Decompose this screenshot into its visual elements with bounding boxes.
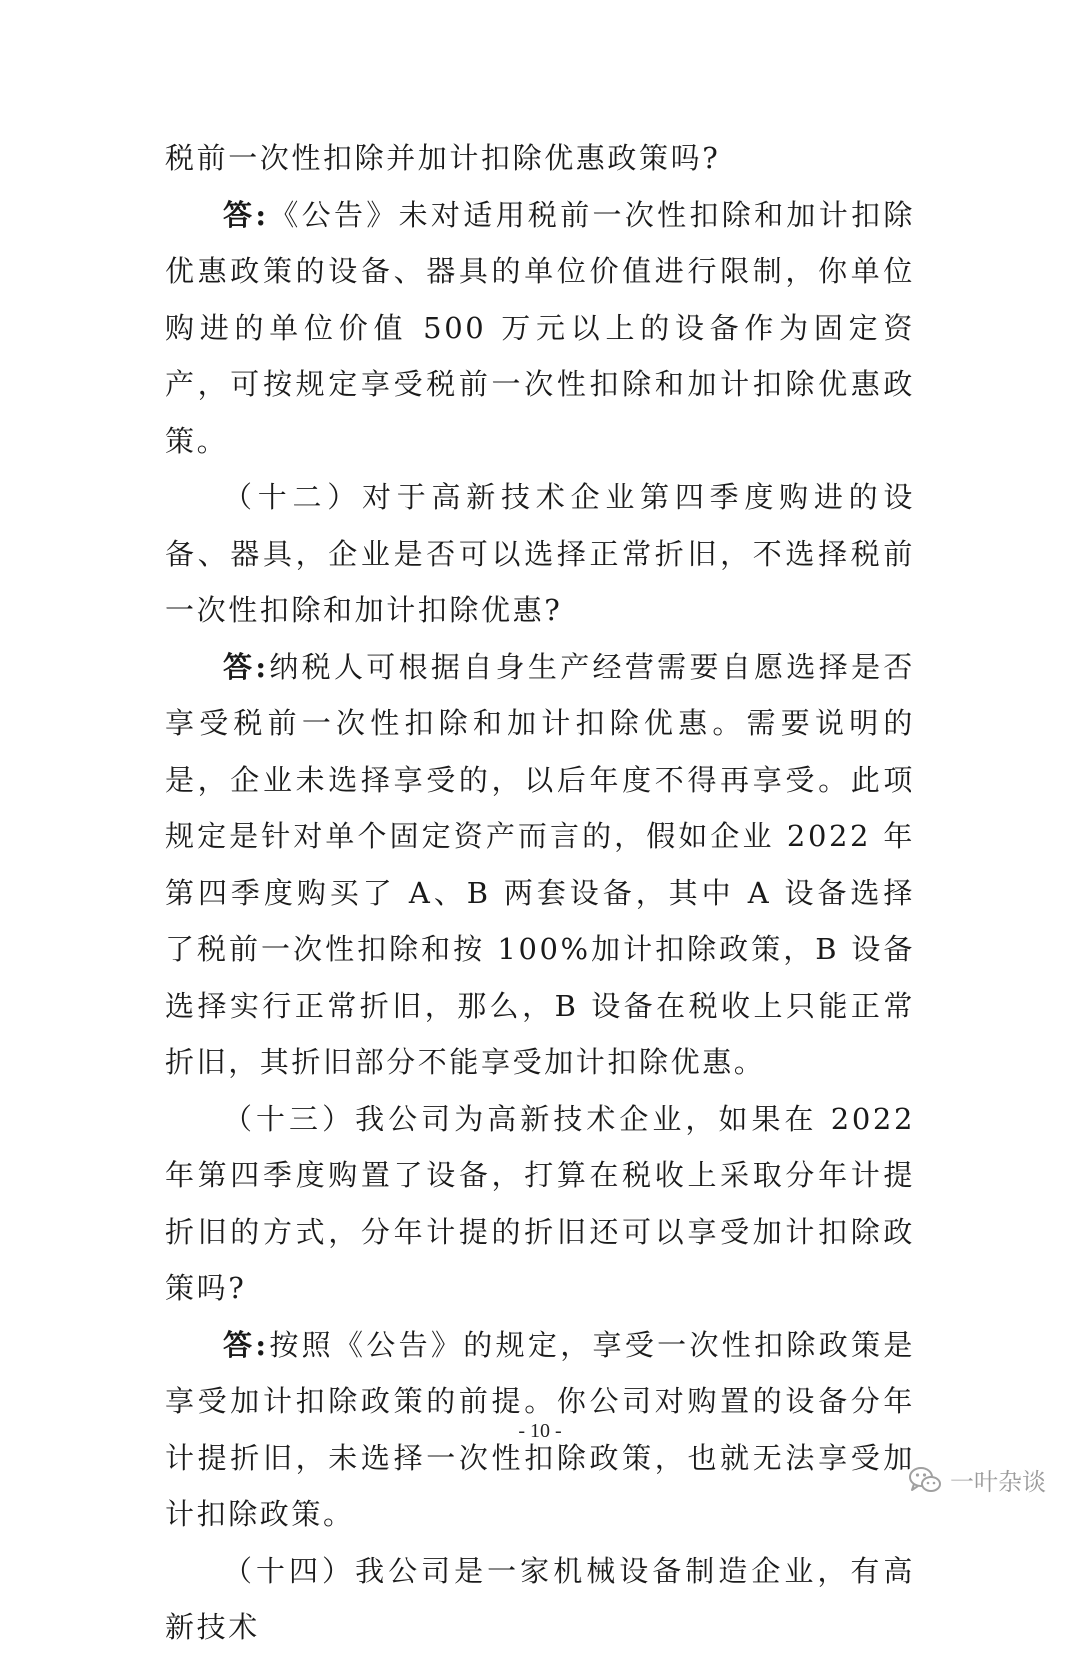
paragraph-text: 按照《公告》的规定，享受一次性扣除政策是享受加计扣除政策的前提。你公司对购置的设备分年计提折旧，未选择一次性扣除政策，也就无法享受加计扣除政策。 xyxy=(165,1327,915,1531)
answer-label: 答: xyxy=(223,197,269,232)
paragraph-text: 《公告》未对适用税前一次性扣除和加计扣除优惠政策的设备、器具的单位价值进行限制，你单位购进的单位价值 500 万元以上的设备作为固定资产，可按规定享受税前一次性扣除和加计扣除优惠政策。 xyxy=(165,197,915,458)
paragraph-2 xyxy=(165,187,915,470)
paragraph-7 xyxy=(165,1543,915,1656)
question-text: （十三）我公司为高新技术企业，如果在 2022 年第四季度购置了设备，打算在税收上采取分年计提折旧的方式，分年计提的折旧还可以享受加计扣除政策吗? xyxy=(165,1101,915,1305)
paragraph-1 xyxy=(165,130,915,187)
paragraph-4 xyxy=(165,639,915,1091)
page-number: - 10 - xyxy=(518,1420,562,1442)
paragraph-text: 纳税人可根据自身生产经营需要自愿选择是否享受税前一次性扣除和加计扣除优惠。需要说明的是，企业未选择享受的，以后年度不得再享受。此项规定是针对单个固定资产而言的，假如企业 2022 年第四季度购买了 A、B 两套设备，其中 A 设备选择了税前一次性扣除和按 100%加计扣除政策，B 设备选择实行正常折旧，那么，B 设备在税收上只能正常折旧，其折旧部分不能享受加计扣除优惠。 xyxy=(165,649,915,1079)
paragraph-text: 税前一次性扣除并加计扣除优惠政策吗? xyxy=(165,141,721,175)
paragraph-5 xyxy=(165,1091,915,1317)
paragraph-3 xyxy=(165,469,915,639)
watermark-text: 一叶杂谈 xyxy=(950,1468,1046,1496)
wechat-icon xyxy=(908,1465,942,1495)
watermark xyxy=(908,1462,1046,1497)
question-text: （十二）对于高新技术企业第四季度购进的设备、器具，企业是否可以选择正常折旧，不选择税前一次性扣除和加计扣除优惠? xyxy=(165,480,915,627)
question-text: （十四）我公司是一家机械设备制造企业，有高新技术 xyxy=(165,1553,915,1644)
answer-label: 答: xyxy=(223,1327,269,1362)
answer-label: 答: xyxy=(223,649,269,684)
